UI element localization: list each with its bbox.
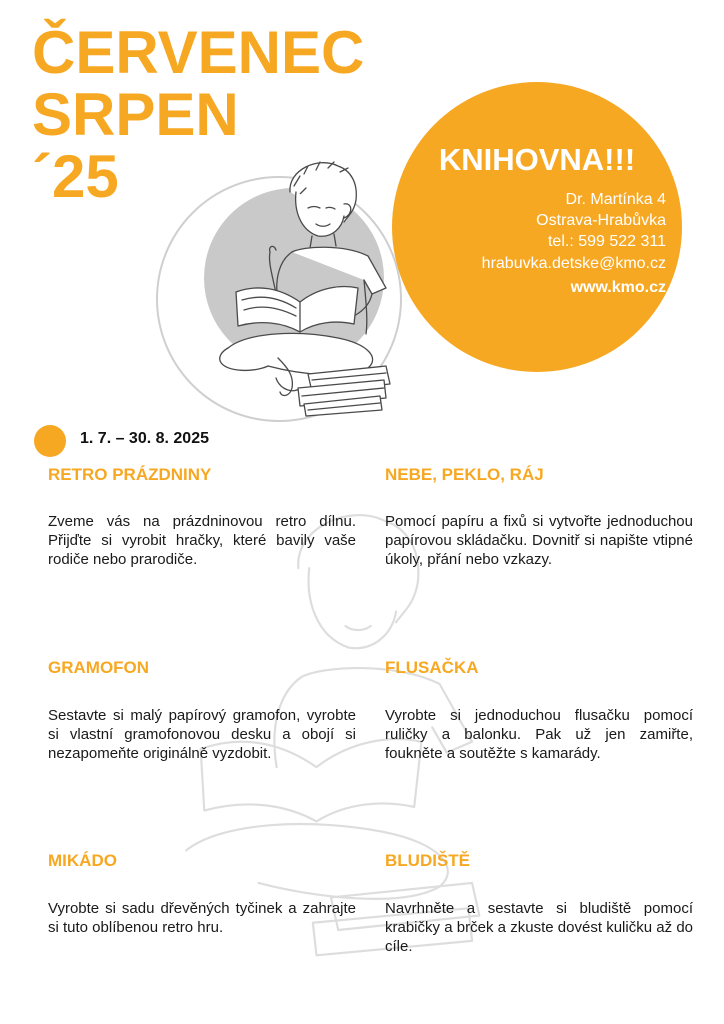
orange-dot-icon [34, 425, 66, 457]
activity-text-bludiste: Navrhněte a sestavte si bludiště pomocí krabičky a brček a zkuste dovést kuličku až do cíle. [385, 900, 693, 955]
activity-text-mikado: Vyrobte si sadu dřevěných tyčinek a zahrajte si tuto oblíbenou retro hru. [48, 900, 356, 936]
title-line-month-2: SRPEN [32, 81, 239, 148]
activity-title-nebe: NEBE, PEKLO, RÁJ [385, 465, 544, 484]
date-range: 1. 7. – 30. 8. 2025 [80, 430, 209, 447]
address-city: Ostrava-Hrabůvka [536, 212, 666, 229]
activity-title-gramofon: GRAMOFON [48, 658, 150, 677]
activity-title-flusacka: FLUSAČKA [385, 658, 479, 677]
title-line-year: ´25 [32, 143, 119, 210]
activity-text-gramofon: Sestavte si malý papírový gramofon, vyrobte si vlastní gramofonovou desku a obojí si nezapomeňte originálně vyzdobit. [48, 707, 356, 762]
library-name: KNIHOVNA!!! [438, 142, 636, 177]
activity-text-flusacka: Vyrobte si jednoduchou flusačku pomocí ruličky a balonku. Pak už jen zamiřte, foukněte a soutěžte s kamarády. [385, 707, 693, 762]
activity-title-retro: RETRO PRÁZDNINY [48, 465, 212, 484]
email-link[interactable]: hrabuvka.detske@kmo.cz [481, 255, 666, 272]
phone: tel.: 599 522 311 [547, 233, 666, 250]
activity-text-retro: Zveme vás na prázdninovou retro dílnu. Přijďte si vyrobit hračky, které bavily vaše rodiče nebo prarodiče. [48, 513, 356, 568]
website-link[interactable]: www.kmo.cz [570, 279, 666, 296]
activity-title-mikado: MIKÁDO [48, 851, 117, 870]
address-street: Dr. Martínka 4 [565, 191, 666, 208]
boy-reading-book-illustration [208, 152, 418, 422]
activity-title-bludiste: BLUDIŠTĚ [385, 851, 470, 870]
title-line-month-1: ČERVENEC [32, 19, 365, 86]
activity-text-nebe: Pomocí papíru a fixů si vytvořte jednoduchou papírovou skládačku. Dovnitř si napište vtipné úkoly, přání nebo vzkazy. [385, 513, 693, 568]
